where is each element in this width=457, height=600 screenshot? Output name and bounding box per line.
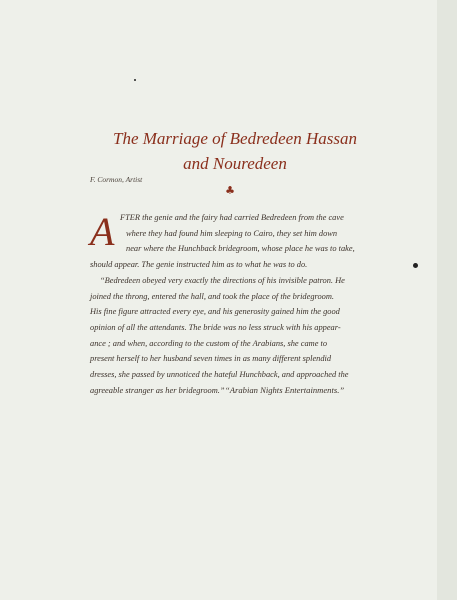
text-line: ance ; and when, according to the custom of the Arabians, she came to xyxy=(90,338,328,348)
text-line: near where the Hunchback bridegroom, whose place he was to take, xyxy=(126,244,355,254)
paper-speck xyxy=(413,263,418,268)
body-text xyxy=(90,210,370,398)
text-line: where they had found him sleeping to Cairo, they set him down xyxy=(126,228,338,238)
page-title xyxy=(90,126,380,176)
text-line: agreeable stranger as her bridegroom.” xyxy=(90,385,225,395)
source-citation: “Arabian Nights Entertainments.” xyxy=(225,385,345,395)
drop-cap: A xyxy=(90,209,115,254)
artist-credit: F. Cormon, Artist xyxy=(90,175,143,184)
paragraph-2 xyxy=(90,273,370,399)
text-line: present herself to her husband seven times in as many different splendid xyxy=(90,354,332,364)
paper-speck xyxy=(134,79,136,81)
text-line: dresses, she passed by unnoticed the hateful Hunchback, and approached the xyxy=(90,370,349,380)
text-line: opinion of all the attendants. The bride was no less struck with his appear- xyxy=(90,322,341,332)
text-line: should appear. The genie instructed him as to what he was to do. xyxy=(90,260,308,270)
text-line: His fine figure attracted every eye, and his generosity gained him the good xyxy=(90,307,340,317)
page-edge xyxy=(437,0,457,600)
text-line: “Bedredeen obeyed very exactly the directions of his invisible patron. He xyxy=(100,275,345,285)
title-line-2: and Nouredeen xyxy=(183,154,287,173)
text-line: FTER the genie and the fairy had carried Bedredeen from the cave xyxy=(120,213,344,222)
title-line-1: The Marriage of Bedredeen Hassan xyxy=(113,129,357,148)
club-ornament-icon: ♣ xyxy=(225,184,235,197)
text-line: joined the throng, entered the hall, and took the place of the bridegroom. xyxy=(90,291,334,301)
paragraph-1 xyxy=(90,210,370,273)
